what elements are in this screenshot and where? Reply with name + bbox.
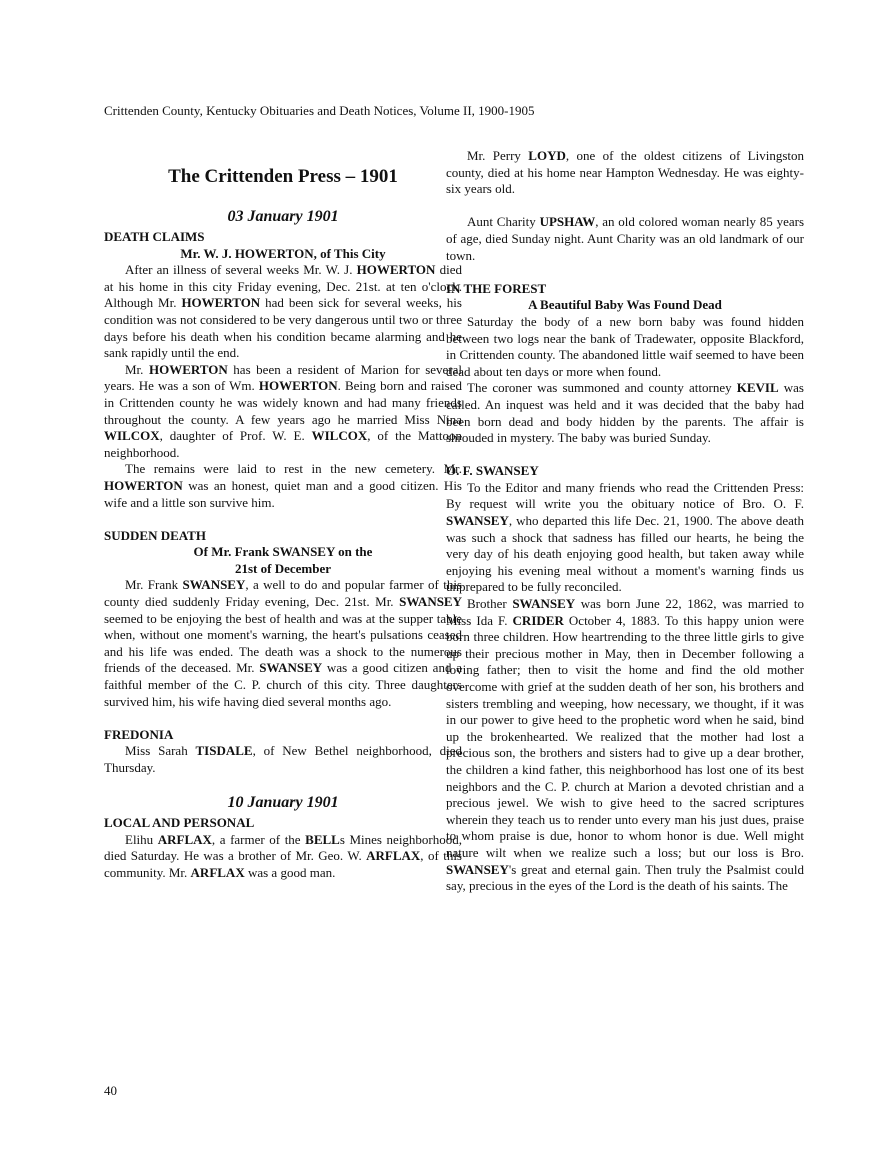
sub-heading-swansey-2: 21st of December bbox=[234, 560, 331, 576]
paragraph: Miss Sarah TISDALE, of New Bethel neighborhood, died Thursday. bbox=[104, 743, 462, 775]
section-heading-swansey: O. F. SWANSEY bbox=[446, 463, 539, 479]
page-number: 40 bbox=[104, 1083, 117, 1098]
paragraph: Saturday the body of a new born baby was found hidden between two logs near the bank of Tradewater, opposite Blackford, in Crittenden county. The abandoned little waif seemed to have been dead about ten days or more when found. bbox=[446, 313, 804, 379]
paragraph: Brother SWANSEY was born June 22, 1862, was married to Miss Ida F. CRIDER October 4, 1883. To this happy union were born three children. How heartrending to the three little girls to give up their precious mother in May, then in December following a loving father; then to visit the home and find the old mother overcome with grief at the sudden death of her son, his brothers and sisters trembling and weeping, how necessary, we thought, if it was in our power to give heed to the prophetic word when he said, bind up the brokenhearted. We realized that the mother had lost a precious son, the brothers and sisters had to give up a dear brother, the children a kind father, this neighborhood has lost one of its best neighbors and the C. P. church at Marion a devoted christian and a precious jewel. We wish to give heed to the sacred scriptures wherein they teach us to render unto every man his just dues, praise to whom praise is due, honor to whom honor is due. Well might nature wilt when we realize such a loss; but our loss is Bro. SWANSEY's great and eternal gain. Then truly the Psalmist could say, precious in the eyes of the Lord is the death of his saints. The bbox=[446, 596, 805, 894]
sub-heading-swansey-1: Of Mr. Frank SWANSEY on the bbox=[193, 544, 373, 560]
section-heading-death-claims: DEATH CLAIMS bbox=[104, 229, 205, 244]
paragraph: The remains were laid to rest in the new cemetery. Mr. HOWERTON was an honest, quiet man and a good citizen. His wife and a little son survive him. bbox=[104, 461, 462, 510]
left-column bbox=[104, 146, 462, 882]
paragraph: The coroner was summoned and county attorney KEVIL was called. An inquest was held and it was decided that the baby had been born dead and body hidden by the parents. The affair is shrouded in mystery. The baby was buried Sunday. bbox=[446, 380, 804, 446]
paragraph: Elihu ARFLAX, a farmer of the BELLs Mines neighborhood, died Saturday. He was a brother of Mr. Geo. W. ARFLAX, of this community. Mr. ARFLAX was a good man. bbox=[104, 831, 463, 880]
paragraph: Aunt Charity UPSHAW, an old colored woman nearly 85 years of age, died Sunday night. Aunt Charity was an old landmark of our town. bbox=[446, 214, 805, 263]
paragraph: Mr. Frank SWANSEY, a well to do and popular farmer of this county died suddenly Friday evening, Dec. 21st. Mr. SWANSEY seemed to be enjoying the best of health and was at the supper table when, without one moment's warning, the heart's pulsations ceased and his life was ended. The death was a shock to the numerous friends of the deceased. Mr. SWANSEY was a good citizen and a faithful member of the C. P. church of this city. Three daughters survived him, his wife having died several months ago. bbox=[104, 577, 463, 709]
paragraph: Mr. Perry LOYD, one of the oldest citizens of Livingston county, died at his home near Hampton Wednesday. He was eighty-six years old. bbox=[446, 148, 804, 197]
issue-date-heading: 10 January 1901 bbox=[227, 794, 339, 812]
sub-heading-baby: A Beautiful Baby Was Found Dead bbox=[528, 297, 722, 313]
sub-heading-howerton: Mr. W. J. HOWERTON, of This City bbox=[180, 245, 386, 261]
issue-date-heading: 03 January 1901 bbox=[227, 208, 339, 225]
section-heading-sudden-death: SUDDEN DEATH bbox=[104, 527, 206, 543]
paragraph: After an illness of several weeks Mr. W. J. HOWERTON died at his home in this city Friday evening, Dec. 21st. at ten o'clock. Although Mr. HOWERTON had been sick for several weeks, his condition was not considered to be very dangerous until two or three days before his death when his condition became alarming and he sank rapidly until the end. bbox=[104, 262, 463, 361]
section-heading-local: LOCAL AND PERSONAL bbox=[104, 815, 255, 831]
section-heading-fredonia: FREDONIA bbox=[104, 726, 174, 742]
paragraph: To the Editor and many friends who read the Crittenden Press: By request will write you the obituary notice of Bro. O. F. SWANSEY, who departed this life Dec. 21, 1900. The above death was such a shock that sadness has filled our hearts, he being the very day of his death enjoying good health, but taken away while enjoying his evening meal without a moment's warning finds us unprepared to be fully reconciled. bbox=[446, 479, 804, 595]
paragraph: Mr. HOWERTON has been a resident of Marion for several years. He was a son of Wm. HOWERTON. Being born and raised in Crittenden county he was widely known and had many friends throughout the county. A few years ago he married Miss Nina WILCOX, daughter of Prof. W. E. WILCOX, of the Mattoon neighborhood. bbox=[104, 361, 463, 460]
running-head: Crittenden County, Kentucky Obituaries and Death Notices, Volume II, 1900-1905 bbox=[104, 103, 535, 118]
section-heading-forest: IN THE FOREST bbox=[446, 280, 547, 296]
right-column bbox=[446, 148, 804, 895]
newspaper-title: The Crittenden Press – 1901 bbox=[168, 166, 398, 187]
